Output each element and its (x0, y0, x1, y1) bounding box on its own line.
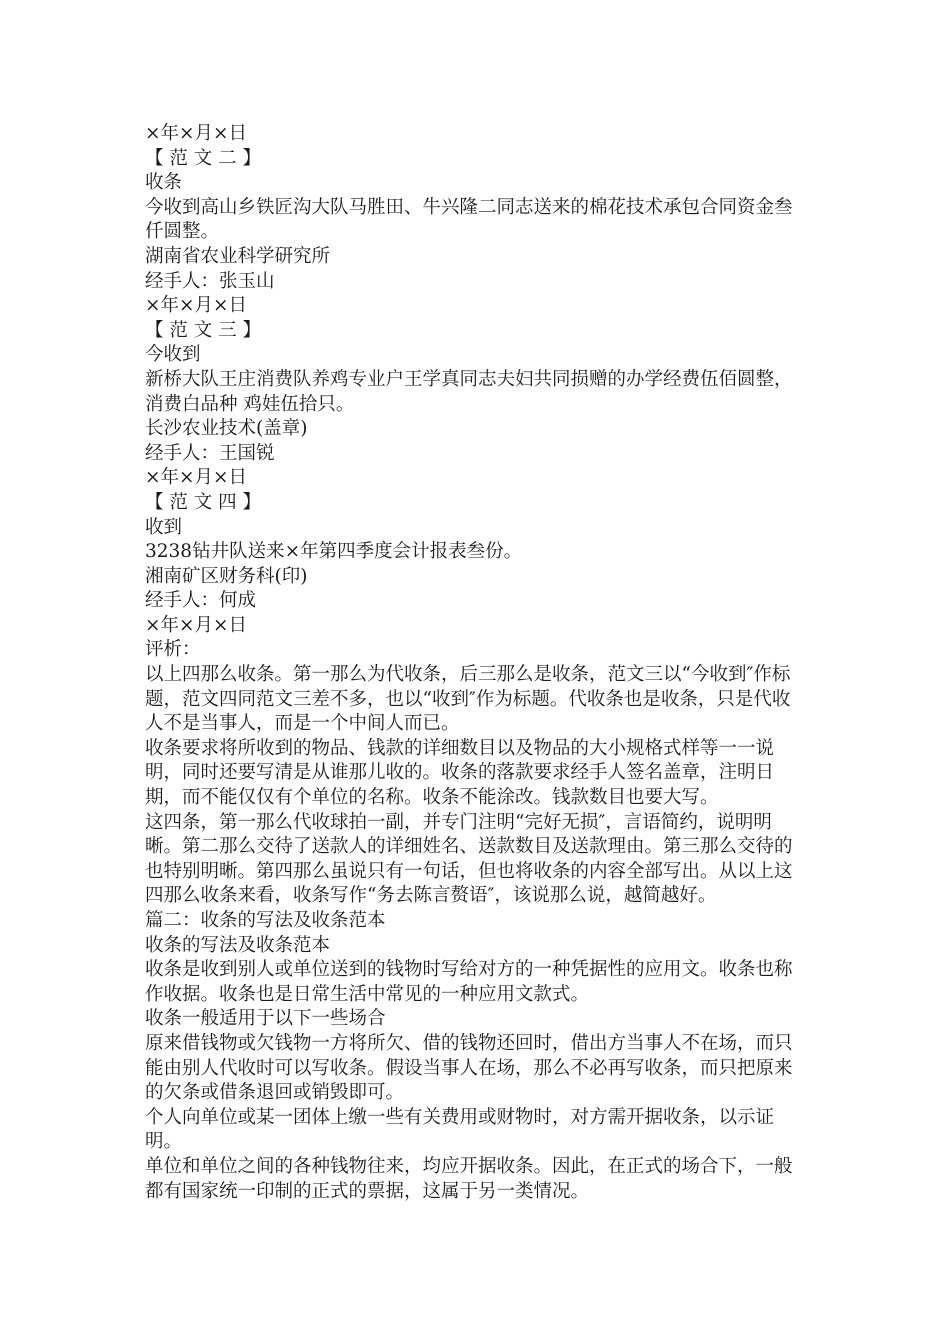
document-body (145, 122, 807, 1204)
receipt-handler: 经手人：王国锐 (145, 442, 275, 464)
section-subheading: 收条的写法及收条范本 (145, 934, 331, 956)
receipt-body: 3238钻井队送来×年第四季度会计报表叁份。 (145, 541, 523, 563)
receipt-title: 收到 (145, 516, 183, 538)
date-line: ×年×月×日 (145, 614, 248, 636)
date-line: ×年×月×日 (145, 123, 248, 144)
analysis-paragraph: 以上四那么收条。第一那么为代收条，后三那么是收条，范文三以“今收到″作标题，范文四同范文三差不多，也以“收到″作为标题。代收条也是收条，只是代收人不是当事人，而是一个中间人而已。 (145, 664, 791, 735)
receipt-issuer: 湘南矿区财务科(印) (145, 565, 308, 587)
receipt-issuer: 长沙农业技术(盖章) (145, 418, 308, 440)
date-line: ×年×月×日 (145, 295, 248, 317)
receipt-title: 今收到 (145, 344, 201, 366)
body-paragraph: 原来借钱物或欠钱物一方将所欠、借的钱物还回时，借出方当事人不在场，而只能由别人代收时可以写收条。假设当事人在场，那么不必再写收条，而只把原来的欠条或借条退回或销毁即可。 (145, 1032, 793, 1104)
date-line: ×年×月×日 (145, 467, 248, 489)
body-paragraph: 单位和单位之间的各种钱物往来，均应开据收条。因此，在正式的场合下，一般都有国家统一印制的正式的票据，这属于另一类情况。 (145, 1155, 793, 1202)
receipt-handler: 经手人：何成 (145, 590, 257, 612)
section-heading: 篇二：收条的写法及收条范本 (145, 910, 386, 931)
analysis-paragraph: 收条要求将所收到的物品、钱款的详细数目以及物品的大小规格式样等一一说明，同时还要写清是从谁那儿收的。收条的落款要求经手人签名盖章，注明日期，而不能仅仅有个单位的名称。收条不能涂改。钱款数目也要大写。 (145, 737, 775, 809)
receipt-body: 新桥大队王庄消费队养鸡专业户王学真同志夫妇共同损赠的办学经费伍佰圆整，消费白品种 鸡娃伍拾只。 (145, 368, 793, 415)
sample-heading: 【 范 文 二 】 (145, 147, 262, 169)
analysis-paragraph: 这四条，第一那么代收球拍一副，并专门注明“完好无损″，言语简约，说明明晰。第二那么交待了送款人的详细姓名、送款数目及送款理由。第三那么交待的也特别明晰。第四那么虽说只有一句话，但也将收条的内容全部写出。从以上这四那么收条来看，收条写作“务去陈言赘语″，该说那么说，越简越好。 (145, 811, 793, 907)
receipt-title: 收条 (145, 172, 183, 194)
body-paragraph: 收条一般适用于以下一些场合 (145, 1008, 386, 1030)
sample-heading: 【 范 文 三 】 (145, 319, 262, 341)
body-paragraph: 收条是收到别人或单位送到的钱物时写给对方的一种凭据性的应用文。收条也称作收据。收条也是日常生活中常见的一种应用文款式。 (145, 959, 793, 1005)
receipt-handler: 经手人：张玉山 (145, 270, 275, 292)
receipt-issuer: 湖南省农业科学研究所 (145, 245, 331, 267)
body-paragraph: 个人向单位或某一团体上缴一些有关费用或财物时，对方需开据收条，以示证明。 (145, 1106, 775, 1153)
receipt-body: 今收到高山乡铁匠沟大队马胜田、牛兴隆二同志送来的棉花技术承包合同资金叁仟圆整。 (145, 196, 793, 243)
sample-heading: 【 范 文 四 】 (145, 491, 262, 513)
analysis-heading: 评析： (145, 639, 201, 661)
